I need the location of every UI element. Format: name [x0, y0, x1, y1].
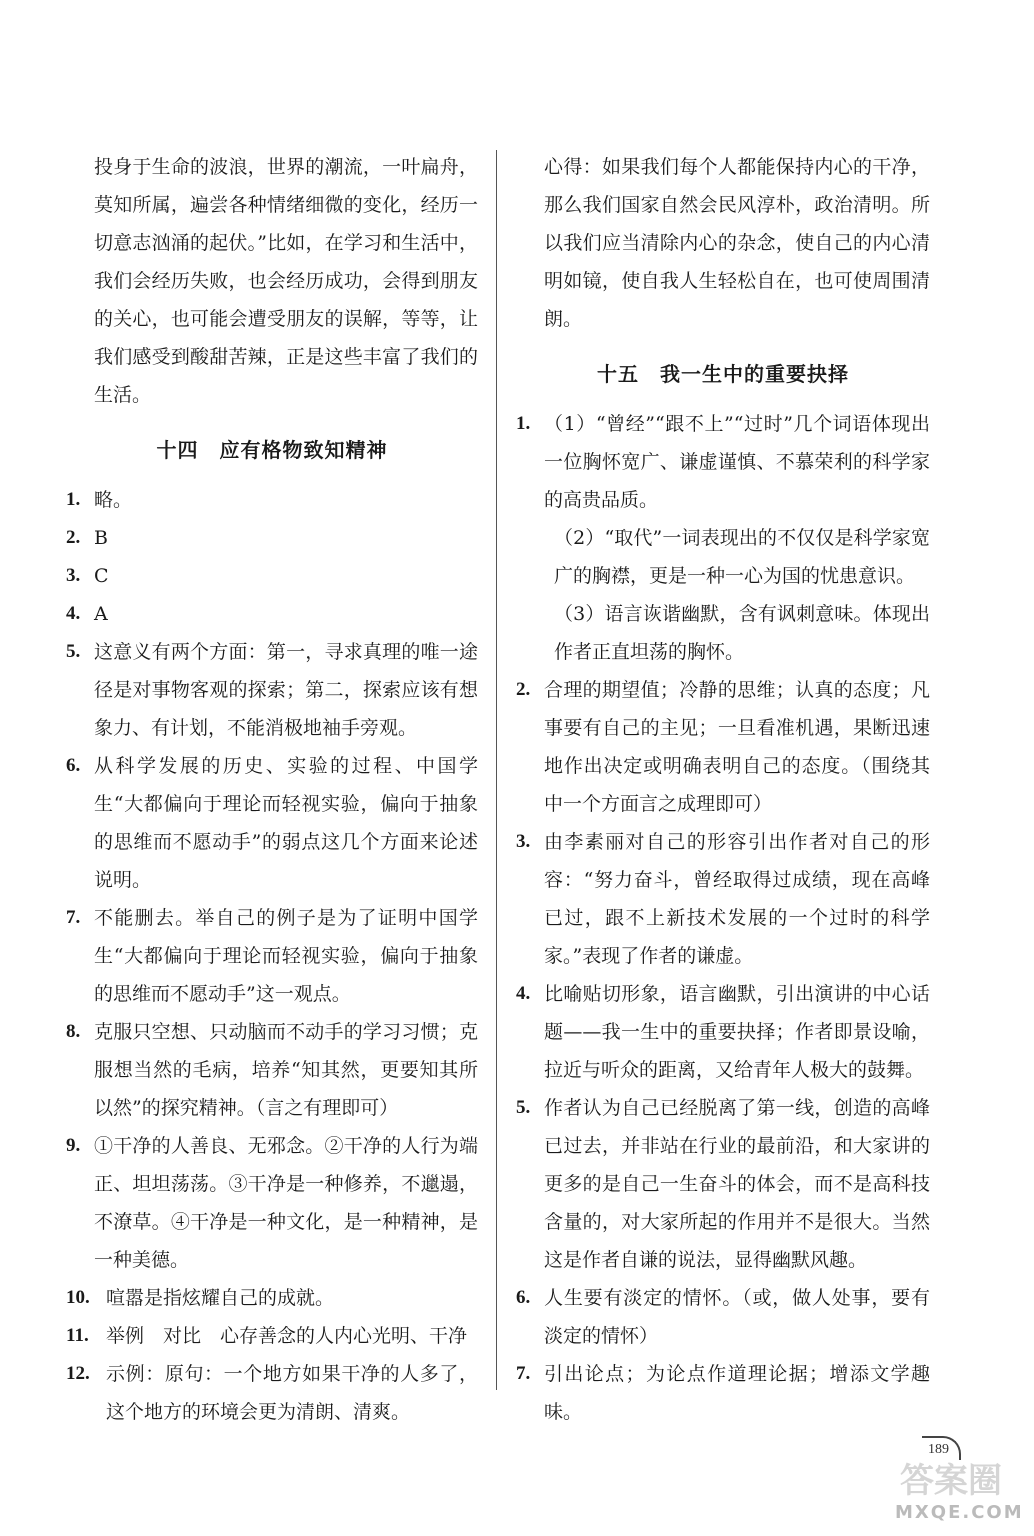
answer-number: 7.	[516, 1363, 531, 1384]
column-divider	[496, 150, 497, 1390]
answer-text: A	[94, 603, 108, 625]
answer-number: 7.	[66, 907, 81, 928]
answer-item	[516, 1089, 930, 1279]
answer-subpart: （1）“曾经”“跟不上”“过时”几个词语体现出一位胸怀宽广、谦虚谨慎、不慕荣利的科学家的高贵品质。	[544, 413, 930, 511]
answer-text: 引出论点；为论点作道理论据；增添文学趣味。	[544, 1363, 930, 1423]
left-answer-list	[66, 481, 478, 1431]
right-column	[516, 148, 930, 1431]
answer-number: 1.	[516, 413, 531, 434]
answer-text: B	[94, 527, 108, 549]
answer-subpart: （2）“取代”一词表现出的不仅仅是科学家宽广的胸襟，更是一种一心为国的忧患意识。	[554, 527, 930, 587]
answer-text: 略。	[94, 489, 133, 511]
answer-number: 5.	[516, 1097, 531, 1118]
answer-item	[66, 595, 478, 633]
answer-text: 这意义有两个方面：第一，寻求真理的唯一途径是对事物客观的探索；第二，探索应该有想象力、有计划，不能消极地袖手旁观。	[94, 641, 478, 739]
answer-number: 1.	[66, 489, 81, 510]
answer-number: 4.	[516, 983, 531, 1004]
answer-item	[66, 481, 478, 519]
answer-number: 6.	[516, 1287, 531, 1308]
answer-text: 由李素丽对自己的形容引出作者对自己的形容：“努力奋斗，曾经取得过成绩，现在高峰已过，跟不上新技术发展的一个过时的科学家。”表现了作者的谦虚。	[544, 831, 930, 967]
answer-item	[66, 519, 478, 557]
answer-number: 9.	[66, 1135, 81, 1156]
answer-subparts	[544, 405, 930, 671]
page-number: 189	[922, 1436, 961, 1460]
answer-number: 4.	[66, 603, 81, 624]
answer-text: 合理的期望值；冷静的思维；认真的态度；凡事要有自己的主见；一旦看准机遇，果断迅速地作出决定或明确表明自己的态度。（围绕其中一个方面言之成理即可）	[544, 679, 930, 815]
answer-item	[66, 1127, 478, 1279]
answer-item	[516, 975, 930, 1089]
answer-text: 示例：原句：一个地方如果干净的人多了，这个地方的环境会更为清朗、清爽。	[106, 1363, 478, 1423]
answer-item	[66, 1013, 478, 1127]
answer-number: 11.	[66, 1325, 89, 1346]
answer-item	[66, 1355, 478, 1431]
answer-item	[66, 557, 478, 595]
answer-text: 克服只空想、只动脑而不动手的学习习惯；克服想当然的毛病，培养“知其然，更要知其所以然”的探究精神。（言之有理即可）	[94, 1021, 478, 1119]
answer-subpart: （3）语言诙谐幽默，含有讽刺意味。体现出作者正直坦荡的胸怀。	[554, 603, 930, 663]
left-intro-paragraph: 投身于生命的波浪，世界的潮流，一叶扁舟，莫知所属，遍尝各种情绪细微的变化，经历一切意志汹涌的起伏。”比如，在学习和生活中，我们会经历失败，也会经历成功，会得到朋友的关心，也可能会遭受朋友的误解，等等，让我们感受到酸甜苦辣，正是这些丰富了我们的生活。	[94, 156, 478, 406]
answer-text: 比喻贴切形象，语言幽默，引出演讲的中心话题——我一生中的重要抉择；作者即景设喻，拉近与听众的距离，又给青年人极大的鼓舞。	[544, 983, 930, 1081]
answer-item	[66, 1317, 478, 1355]
answer-number: 2.	[66, 527, 81, 548]
answer-item	[516, 405, 930, 671]
watermark-url: MXQE.COM	[895, 1502, 1024, 1523]
watermark-logo: 答案圈	[900, 1461, 1002, 1501]
answer-number: 3.	[516, 831, 531, 852]
answer-text: C	[94, 565, 109, 587]
answer-text: 不能删去。举自己的例子是为了证明中国学生“大都偏向于理论而轻视实验，偏向于抽象的思维而不愿动手”这一观点。	[94, 907, 478, 1005]
answer-item	[66, 1279, 478, 1317]
answer-item	[516, 671, 930, 823]
answer-item	[516, 1279, 930, 1355]
answer-number: 2.	[516, 679, 531, 700]
right-intro-paragraph: 心得：如果我们每个人都能保持内心的干净，那么我们国家自然会民风淳朴，政治清明。所以我们应当清除内心的杂念，使自己的内心清明如镜，使自我人生轻松自在，也可使周围清朗。	[544, 156, 930, 330]
section-heading-14: 十四 应有格物致知精神	[156, 438, 388, 462]
answer-item	[516, 823, 930, 975]
section-heading-15: 十五 我一生中的重要抉择	[597, 362, 849, 386]
right-answer-list	[516, 671, 930, 1431]
answer-text: 从科学发展的历史、实验的过程、中国学生“大都偏向于理论而轻视实验，偏向于抽象的思维而不愿动手”的弱点这几个方面来论述说明。	[94, 755, 478, 891]
answer-text: 举例 对比 心存善念的人内心光明、干净	[106, 1325, 468, 1347]
answer-number: 12.	[66, 1363, 90, 1384]
answer-number: 3.	[66, 565, 81, 586]
answer-item	[66, 747, 478, 899]
answer-text: 人生要有淡定的情怀。（或，做人处事，要有淡定的情怀）	[544, 1287, 930, 1347]
answer-text: 作者认为自己已经脱离了第一线，创造的高峰已过去，并非站在行业的最前沿，和大家讲的更多的是自己一生奋斗的体会，而不是高科技含量的，对大家所起的作用并不是很大。当然这是作者自谦的说法，显得幽默风趣。	[544, 1097, 930, 1271]
answer-number: 10.	[66, 1287, 90, 1308]
answer-text: ①干净的人善良、无邪念。②干净的人行为端正、坦坦荡荡。③干净是一种修养，不邋遢，不潦草。④干净是一种文化，是一种精神，是一种美德。	[94, 1135, 478, 1271]
answer-number: 6.	[66, 755, 81, 776]
answer-text: 喧嚣是指炫耀自己的成就。	[106, 1287, 335, 1309]
answer-item	[66, 633, 478, 747]
left-column	[66, 148, 478, 1431]
answer-item	[516, 1355, 930, 1431]
answer-number: 8.	[66, 1021, 81, 1042]
answer-number: 5.	[66, 641, 81, 662]
answer-item	[66, 899, 478, 1013]
